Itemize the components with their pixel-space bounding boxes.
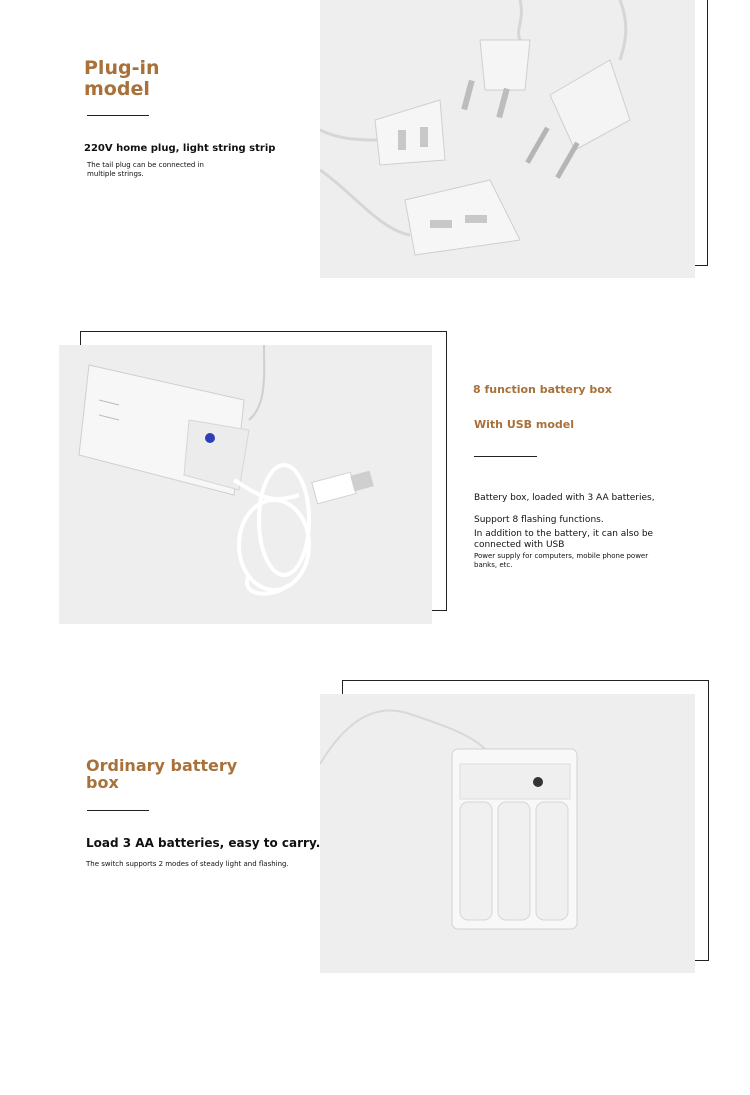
battery-divider: [87, 810, 149, 811]
battery-note: The switch supports 2 modes of steady light and flashing.: [86, 860, 289, 868]
plugin-title-line1: Plug-in: [84, 57, 160, 79]
battery-title-line1: Ordinary battery: [86, 756, 238, 775]
usb-subtitle: With USB model: [474, 418, 575, 431]
usb-line4: [474, 552, 648, 570]
plugin-divider: [87, 115, 149, 116]
plugin-photo: [320, 0, 695, 278]
usb-line3a: In addition to the battery, it can also be: [474, 529, 654, 539]
plugin-title-line2: model: [84, 77, 150, 100]
plugin-note-line1: The tail plug can be connected in: [87, 161, 204, 169]
usb-cable-icon: [234, 465, 309, 594]
plugin-note: [87, 161, 204, 179]
usb-title: 8 function battery box: [473, 383, 612, 396]
usb-battery-box-icon: [79, 365, 249, 495]
usb-plug-icon: [312, 471, 374, 504]
plugin-title: [84, 58, 160, 99]
socket-left-icon: [375, 100, 445, 165]
battery-heading: Load 3 AA batteries, easy to carry.: [86, 836, 321, 850]
usb-line4b: banks, etc.: [474, 561, 513, 570]
plugin-heading: 220V home plug, light string strip: [84, 143, 276, 154]
battery-box-icon: [452, 749, 577, 929]
usb-divider: [474, 456, 537, 457]
battery-title: [86, 757, 237, 792]
usb-photo: [59, 345, 432, 624]
battery-photo: [320, 694, 695, 973]
us-plug-icon: [525, 60, 630, 179]
usb-line3: [474, 529, 653, 551]
usb-line3b: connected with USB: [474, 539, 565, 550]
socket-bottom-icon: [405, 180, 520, 255]
usb-line2: Support 8 flashing functions.: [474, 515, 604, 525]
plugin-note-line2: multiple strings.: [87, 170, 144, 179]
usb-line1: Battery box, loaded with 3 AA batteries,: [474, 493, 655, 503]
euro-plug-icon: [461, 40, 530, 118]
usb-line4a: Power supply for computers, mobile phone power: [474, 552, 649, 560]
battery-title-line2: box: [86, 773, 119, 793]
